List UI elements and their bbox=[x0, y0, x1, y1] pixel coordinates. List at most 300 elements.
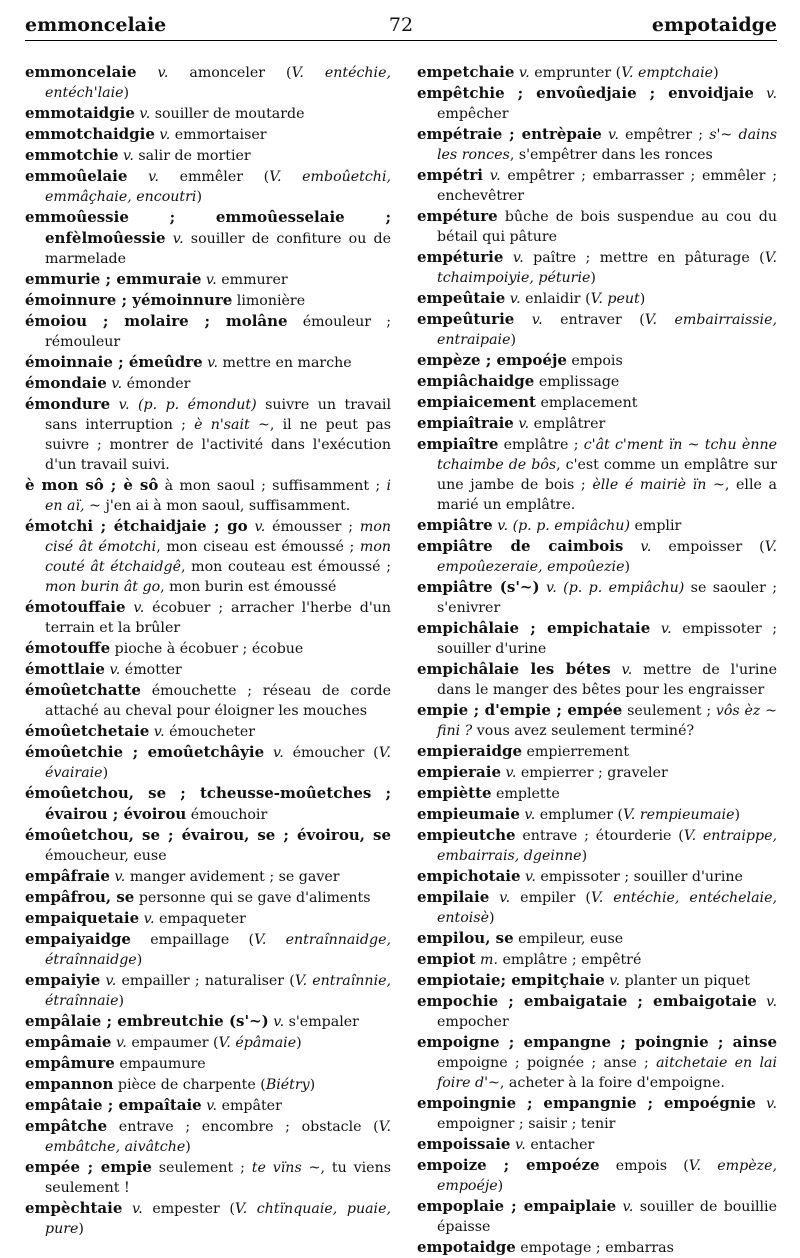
headword: empèchtaie bbox=[25, 1199, 123, 1217]
definition-text: planter un piquet bbox=[620, 973, 750, 989]
headword: emmoûessie ; emmoûesselaie ; enfèlmoûessie bbox=[25, 208, 391, 247]
definition-text: ) bbox=[734, 807, 741, 823]
dictionary-entry bbox=[417, 762, 777, 783]
definition-text: emplette bbox=[491, 786, 560, 802]
italic-text: v. bbox=[264, 745, 284, 761]
headword: émotouffe bbox=[25, 639, 111, 657]
definition-text: ) bbox=[309, 1077, 316, 1093]
definition-text: ) bbox=[581, 848, 588, 864]
headword: empannon bbox=[25, 1075, 114, 1093]
dictionary-entry bbox=[417, 350, 777, 371]
headword: empoingnie ; empangnie ; empoégnie bbox=[417, 1094, 756, 1112]
dictionary-entry bbox=[417, 206, 777, 247]
definition-text: ) bbox=[489, 910, 495, 926]
dictionary-entry bbox=[25, 638, 391, 659]
definition-text: empaumer ( bbox=[126, 1035, 219, 1051]
italic-text: V. chtïnquaie, puaie, pure bbox=[45, 1201, 391, 1237]
italic-text: aitchetaie en lai foire d'~ bbox=[437, 1055, 777, 1091]
headword: emmoncelaie bbox=[25, 63, 137, 81]
page-header bbox=[25, 10, 777, 41]
headword: émoûetchou, se ; évairou, se ; évoirou, se bbox=[25, 826, 391, 844]
definition-text: empaumure bbox=[114, 1056, 206, 1072]
definition-text: souiller de bouillie épaisse bbox=[437, 1199, 777, 1235]
dictionary-entry bbox=[25, 1116, 391, 1157]
headword: émondure bbox=[25, 395, 111, 413]
dictionary-entry bbox=[417, 866, 777, 887]
definition-text: bûche de bois suspendue au cou du bétail qui pâture bbox=[437, 209, 777, 245]
dictionary-entry bbox=[417, 536, 777, 577]
page-number: 72 bbox=[388, 14, 414, 36]
italic-text: v. bbox=[610, 662, 633, 678]
dictionary-entry bbox=[417, 1237, 777, 1258]
headword: empâfraie bbox=[25, 867, 110, 885]
headword: emmoûelaie bbox=[25, 167, 128, 185]
dictionary-entry bbox=[25, 1074, 391, 1095]
italic-text: v. bbox=[482, 168, 501, 184]
italic-text: v. bbox=[616, 1199, 634, 1215]
italic-text: v. bbox=[514, 65, 530, 81]
headword: empoissaie bbox=[417, 1135, 511, 1153]
definition-text: empois bbox=[566, 353, 623, 369]
headword: empâtche bbox=[25, 1117, 108, 1135]
definition-text: ) bbox=[590, 270, 596, 286]
definition-text: empierrement bbox=[522, 744, 630, 760]
dictionary-entry bbox=[25, 597, 391, 638]
definition-text: empêtrer ; bbox=[618, 127, 710, 143]
dictionary-entry bbox=[25, 929, 391, 970]
headword: empiaîtraie bbox=[417, 414, 514, 432]
definition-text: emplâtre ; empêtré bbox=[498, 952, 642, 968]
definition-text: seulement ; bbox=[622, 703, 716, 719]
italic-text: V. tchaimpoiyie, péturie bbox=[437, 250, 777, 286]
italic-text: Biétry bbox=[265, 1077, 310, 1093]
italic-text: v. bbox=[268, 1014, 285, 1030]
dictionary-entry bbox=[417, 1134, 777, 1155]
dictionary-entry bbox=[417, 887, 777, 928]
headword: empiaître bbox=[417, 435, 499, 453]
header-last-entry: empotaidge bbox=[651, 14, 777, 36]
dictionary-entry bbox=[25, 659, 391, 680]
dictionary-entry bbox=[25, 124, 391, 145]
definition-text: paître ; mettre en pâturage ( bbox=[523, 250, 765, 266]
italic-text: v. bbox=[201, 1098, 218, 1114]
italic-text: v. bbox=[247, 519, 266, 535]
dictionary-entry bbox=[25, 373, 391, 394]
dictionary-entry bbox=[25, 290, 391, 311]
definition-text: emplir bbox=[629, 518, 682, 534]
dictionary-entry bbox=[417, 247, 777, 288]
dictionary-entry bbox=[25, 1095, 391, 1116]
headword: empiâchaidge bbox=[417, 372, 535, 390]
italic-text: v. bbox=[520, 869, 536, 885]
italic-text: V. entéchie, entéchelaie, entoisè bbox=[437, 890, 777, 926]
italic-text: v. bbox=[136, 65, 169, 81]
headword: empotaidge bbox=[417, 1238, 516, 1256]
headword: empiètte bbox=[417, 784, 492, 802]
definition-text: , elle a marié un emplâtre. bbox=[437, 477, 777, 513]
italic-text: v. bbox=[154, 127, 171, 143]
definition-text: empoigner ; saisir ; tenir bbox=[437, 1116, 616, 1132]
definition-text: enlaidir ( bbox=[520, 291, 591, 307]
definition-text: empois ( bbox=[599, 1158, 689, 1174]
italic-text: v. bbox=[753, 86, 777, 102]
definition-text: souiller de moutarde bbox=[150, 106, 305, 122]
dictionary-entry bbox=[25, 103, 391, 124]
italic-text: V. emboûetchi, emmâçhaie, encoutri bbox=[45, 169, 391, 205]
definition-text: écobuer ; arracher l'herbe d'un terrain et la brûler bbox=[45, 600, 391, 636]
italic-text: V. évairaie bbox=[45, 745, 391, 781]
dictionary-entry bbox=[417, 949, 777, 970]
italic-text: v. (p. p. émondut) bbox=[110, 397, 257, 413]
headword: émoûetchie ; emoûetchâyie bbox=[25, 743, 265, 761]
headword: empieutche bbox=[417, 826, 516, 844]
italic-text: V. épâmaie bbox=[218, 1035, 297, 1051]
headword: émoinnaie ; émeûdre bbox=[25, 353, 203, 371]
definition-text: empotage ; embarras bbox=[515, 1240, 674, 1256]
italic-text: èlle é mairiè ïn ~ bbox=[592, 477, 725, 493]
italic-text: v. bbox=[109, 869, 126, 885]
definition-text: empâter bbox=[217, 1098, 282, 1114]
dictionary-entry bbox=[25, 783, 391, 825]
definition-text: ) bbox=[136, 952, 143, 968]
headword: empie ; d'empie ; empée bbox=[417, 701, 623, 719]
definition-text: mettre de l'urine dans le manger des bêtes pour les engraisser bbox=[437, 662, 777, 698]
dictionary-entry bbox=[25, 1053, 391, 1074]
right-column bbox=[417, 62, 778, 1256]
definition-text: salir de mortier bbox=[133, 148, 251, 164]
italic-text: v. bbox=[111, 1035, 127, 1051]
italic-text: v. bbox=[514, 312, 543, 328]
definition-text: empester ( bbox=[142, 1201, 235, 1217]
italic-text: v. (p. p. empiâchu) bbox=[492, 518, 630, 534]
dictionary-entry bbox=[417, 783, 777, 804]
dictionary-entry bbox=[25, 62, 391, 103]
headword: émotchi ; étchaidjaie ; go bbox=[25, 517, 248, 535]
headword: émotouffaie bbox=[25, 598, 126, 616]
definition-text: emmurer bbox=[216, 272, 288, 288]
italic-text: te vïns ~ bbox=[251, 1160, 321, 1176]
headword: empéture bbox=[417, 207, 498, 225]
dictionary-entry bbox=[417, 83, 777, 124]
dictionary-entry bbox=[417, 825, 777, 866]
definition-text: vous avez seulement terminé? bbox=[472, 723, 695, 739]
headword: empiaicement bbox=[417, 393, 536, 411]
headword: empieraidge bbox=[417, 742, 522, 760]
dictionary-entry bbox=[25, 1198, 391, 1239]
italic-text: v. bbox=[755, 1096, 777, 1112]
dictionary-entry bbox=[417, 741, 777, 762]
dictionary-entry bbox=[417, 1032, 777, 1093]
definition-text: , c'est comme un emplâtre sur une jambe de bois ; bbox=[437, 457, 777, 493]
definition-text: ) bbox=[639, 291, 646, 307]
definition-text: à mon saoul ; suffisamment ; bbox=[158, 478, 387, 494]
italic-text: V. entraînnaidge, étraînnaidge bbox=[45, 932, 391, 968]
definition-text: , mon ciseau est émoussé ; bbox=[156, 539, 360, 555]
definition-text: , acheter à la foire d'empoigne. bbox=[499, 1075, 725, 1091]
italic-text: v. bbox=[118, 148, 134, 164]
italic-text: V. embairraissie, entraipaie bbox=[437, 312, 777, 348]
headword: émondaie bbox=[25, 374, 107, 392]
definition-text: , tu viens seulement ! bbox=[45, 1160, 391, 1196]
italic-text: v. bbox=[201, 272, 217, 288]
headword: empiot bbox=[417, 950, 476, 968]
definition-text: ) bbox=[510, 332, 517, 348]
dictionary-entry bbox=[417, 1155, 777, 1196]
definition-text: empierrer ; graveler bbox=[516, 765, 668, 781]
headword: émoûetchatte bbox=[25, 681, 141, 699]
headword: empilaie bbox=[417, 888, 490, 906]
dictionary-entry bbox=[417, 392, 777, 413]
definition-text: manger avidement ; se gaver bbox=[125, 869, 340, 885]
definition-text: ) bbox=[713, 65, 719, 81]
headword: empichâlaie ; empichataie bbox=[417, 619, 651, 637]
definition-text: entrave ; étourderie ( bbox=[515, 828, 684, 844]
headword: empeûturie bbox=[417, 310, 515, 328]
italic-text: mon cisé ât émotchi bbox=[45, 519, 391, 555]
definition-text: mettre en marche bbox=[218, 355, 352, 371]
definition-text: entacher bbox=[525, 1137, 595, 1153]
dictionary-entry bbox=[417, 309, 777, 350]
italic-text: v. bbox=[513, 416, 530, 432]
italic-text: V. emptchaie bbox=[621, 65, 714, 81]
dictionary-entry bbox=[25, 145, 391, 166]
headword: empoize ; empoéze bbox=[417, 1156, 600, 1174]
italic-text: v. bbox=[503, 250, 524, 266]
headword: empilou, se bbox=[417, 929, 514, 947]
headword: empâfrou, se bbox=[25, 888, 135, 906]
headword: è mon sô ; è sô bbox=[25, 476, 159, 494]
definition-text: empoigne ; poignée ; anse ; bbox=[437, 1055, 657, 1071]
dictionary-entry bbox=[25, 908, 391, 929]
definition-text: limonière bbox=[232, 293, 306, 309]
italic-text: v. bbox=[106, 376, 123, 392]
headword: emmotchaidgie bbox=[25, 125, 155, 143]
dictionary-entry bbox=[25, 475, 391, 516]
definition-text: emplâtrer bbox=[529, 416, 606, 432]
italic-text: v. (p. p. empiâchu) bbox=[539, 580, 685, 596]
headword: empoigne ; empangne ; poingnie ; ainse bbox=[417, 1033, 777, 1051]
italic-text: V. entraînnie, étraînnaie bbox=[45, 973, 392, 1009]
headword: empâmaie bbox=[25, 1033, 112, 1051]
definition-text: pièce de charpente ( bbox=[113, 1077, 266, 1093]
dictionary-entry bbox=[417, 1093, 777, 1134]
definition-text: emmortaiser bbox=[170, 127, 267, 143]
definition-text: personne qui se gave d'aliments bbox=[134, 890, 371, 906]
definition-text: émouleur ; rémouleur bbox=[45, 314, 391, 350]
italic-text: v. bbox=[202, 355, 219, 371]
definition-text: suivre un travail sans interruption ; bbox=[45, 397, 391, 433]
headword: émoûetchou, se ; tcheusse-moûetches ; évairou ; évoirou bbox=[25, 784, 391, 823]
definition-text: empêcher bbox=[437, 106, 509, 122]
definition-text: emplâtre ; bbox=[498, 437, 584, 453]
italic-text: v. bbox=[149, 724, 165, 740]
definition-text: emprunter ( bbox=[529, 65, 622, 81]
dictionary-entry bbox=[417, 288, 777, 309]
italic-text: v. bbox=[104, 662, 121, 678]
dictionary-entry bbox=[417, 165, 777, 206]
italic-text: v. bbox=[650, 621, 672, 637]
headword: empétri bbox=[417, 166, 483, 184]
dictionary-entry bbox=[417, 804, 777, 825]
headword: empêtchie ; envoûedjaie ; envoidjaie bbox=[417, 84, 754, 102]
dictionary-entry bbox=[25, 352, 391, 373]
definition-text: empissoter ; souiller d'urine bbox=[437, 621, 777, 657]
dictionary-entry bbox=[25, 311, 391, 352]
definition-text: émotter bbox=[120, 662, 182, 678]
definition-text: empileur, euse bbox=[513, 931, 624, 947]
definition-text: j'en ai à mon saoul, suffisamment. bbox=[100, 498, 351, 514]
dictionary-entry bbox=[25, 516, 391, 597]
dictionary-entry bbox=[25, 866, 391, 887]
italic-text: vôs èz ~ fini ? bbox=[437, 703, 778, 739]
italic-text: i en aï, ~ bbox=[45, 478, 392, 514]
dictionary-entry bbox=[417, 970, 777, 991]
definition-text: empiler ( bbox=[510, 890, 591, 906]
dictionary-entry bbox=[417, 1196, 777, 1237]
definition-text: ) bbox=[118, 993, 125, 1009]
definition-text: émonder bbox=[122, 376, 191, 392]
headword: émoiou ; molaire ; molâne bbox=[25, 312, 288, 330]
dictionary-entry bbox=[25, 887, 391, 908]
dictionary-entry bbox=[25, 1157, 391, 1198]
dictionary-entry bbox=[417, 434, 777, 515]
headword: empoplaie ; empaiplaie bbox=[417, 1197, 617, 1215]
italic-text: v. bbox=[623, 539, 652, 555]
headword: empeûtaie bbox=[417, 289, 506, 307]
definition-text: ) bbox=[497, 1178, 504, 1194]
italic-text: V. empèze, empoéje bbox=[437, 1158, 777, 1194]
italic-text: v. bbox=[165, 231, 184, 247]
definition-text: empaillage ( bbox=[130, 932, 255, 948]
definition-text: émouchoir bbox=[186, 807, 268, 823]
left-column bbox=[25, 62, 391, 1242]
dictionary-entry bbox=[417, 515, 777, 536]
italic-text: v. bbox=[100, 973, 117, 989]
italic-text: v. bbox=[139, 911, 155, 927]
headword: empochie ; embaigataie ; embaigotaie bbox=[417, 992, 757, 1010]
definition-text: émousser ; bbox=[265, 519, 360, 535]
italic-text: v. bbox=[501, 765, 517, 781]
definition-text: ) bbox=[196, 189, 202, 205]
definition-text: emplissage bbox=[534, 374, 620, 390]
headword: empieumaie bbox=[417, 805, 520, 823]
headword: émoinnure ; yémoinnure bbox=[25, 291, 233, 309]
italic-text: V. empoûezeraie, empoûezie bbox=[437, 539, 777, 575]
dictionary-entry bbox=[417, 413, 777, 434]
definition-text: entrave ; encombre ; obstacle ( bbox=[107, 1119, 379, 1135]
header-first-entry: emmoncelaie bbox=[25, 14, 167, 36]
headword: empéturie bbox=[417, 248, 504, 266]
italic-text: V. rempieumaie bbox=[623, 807, 735, 823]
italic-text: V. entraippe, embairrais, dgeinne bbox=[437, 828, 777, 864]
definition-text: émoucheter bbox=[164, 724, 256, 740]
dictionary-entry bbox=[25, 166, 391, 207]
definition-text: ) bbox=[102, 765, 109, 781]
dictionary-entry bbox=[417, 577, 777, 618]
italic-text: c'ât c'ment ïn ~ tchu ènne tchaimbe de bôs bbox=[437, 437, 778, 473]
definition-text: empêtrer ; embarrasser ; emmêler ; enchevêtrer bbox=[437, 168, 777, 204]
italic-text: V. entéchie, entéch'laie bbox=[45, 65, 391, 101]
definition-text: ) bbox=[624, 559, 631, 575]
definition-text: pioche à écobuer ; écobue bbox=[110, 641, 304, 657]
italic-text: v. bbox=[604, 973, 621, 989]
definition-text: ) bbox=[78, 1221, 84, 1237]
italic-text: v. bbox=[519, 807, 536, 823]
headword: empèze ; empoéje bbox=[417, 351, 567, 369]
dictionary-entry bbox=[417, 124, 777, 165]
headword: émoûetchetaie bbox=[25, 722, 150, 740]
definition-text: emplumer ( bbox=[535, 807, 624, 823]
definition-text: empissoter ; souiller d'urine bbox=[535, 869, 743, 885]
definition-text: , mon couteau est émoussé ; bbox=[180, 559, 391, 575]
headword: émottlaie bbox=[25, 660, 105, 678]
headword: emmotchie bbox=[25, 146, 119, 164]
definition-text: amonceler ( bbox=[168, 65, 292, 81]
italic-text: v. bbox=[122, 1201, 143, 1217]
definition-text: empoisser ( bbox=[651, 539, 765, 555]
italic-text: V. peut bbox=[590, 291, 640, 307]
headword: empaiyaidge bbox=[25, 930, 131, 948]
dictionary-entry bbox=[417, 700, 777, 741]
headword: empieraie bbox=[417, 763, 502, 781]
italic-text: v. bbox=[510, 1137, 526, 1153]
headword: empée ; empie bbox=[25, 1158, 152, 1176]
italic-text: v. bbox=[489, 890, 511, 906]
headword: empétraie ; entrèpaie bbox=[417, 125, 602, 143]
headword: empâmure bbox=[25, 1054, 115, 1072]
dictionary-entry bbox=[25, 970, 391, 1011]
definition-text: s'empaler bbox=[284, 1014, 359, 1030]
dictionary-entry bbox=[417, 371, 777, 392]
headword: empiâtre de caimbois bbox=[417, 537, 624, 555]
dictionary-entry bbox=[25, 680, 391, 721]
definition-text: empaqueter bbox=[154, 911, 246, 927]
italic-text: v. bbox=[505, 291, 521, 307]
headword: empâlaie ; embreutchie (s'~) bbox=[25, 1012, 269, 1030]
italic-text: v. bbox=[756, 994, 777, 1010]
dictionary-entry bbox=[25, 1032, 391, 1053]
headword: emmotaidgie bbox=[25, 104, 135, 122]
dictionary-entry bbox=[25, 207, 391, 269]
dictionary-entry bbox=[25, 1011, 391, 1032]
dictionary-entry bbox=[417, 928, 777, 949]
definition-text: souiller de confiture ou de marmelade bbox=[45, 231, 391, 267]
definition-text: emmêler ( bbox=[158, 169, 270, 185]
definition-text: , il ne peut pas suivre ; montrer de l'activité dans l'exécution d'un travail suivi. bbox=[45, 417, 391, 473]
definition-text: emplacement bbox=[535, 395, 638, 411]
definition-text: émouchette ; réseau de corde attaché au cheval pour éloigner les mouches bbox=[45, 683, 391, 719]
definition-text: empailler ; naturaliser ( bbox=[116, 973, 295, 989]
dictionary-entry bbox=[25, 269, 391, 290]
dictionary-entry bbox=[25, 742, 391, 783]
headword: empaiquetaie bbox=[25, 909, 140, 927]
dictionary-entry bbox=[417, 62, 777, 83]
italic-text: v. bbox=[134, 106, 151, 122]
italic-text: mon couté ât étchaidgê bbox=[45, 539, 391, 575]
italic-text: V. embâtche, aivâtche bbox=[45, 1119, 391, 1155]
dictionary-entry bbox=[25, 825, 391, 866]
dictionary-entry bbox=[25, 721, 391, 742]
headword: empichotaie bbox=[417, 867, 521, 885]
headword: empâtaie ; empaîtaie bbox=[25, 1096, 202, 1114]
definition-text: ) bbox=[123, 85, 130, 101]
headword: empiâtre bbox=[417, 516, 493, 534]
definition-text: , s'empêtrer dans les ronces bbox=[509, 147, 713, 163]
dictionary-entry bbox=[417, 991, 777, 1032]
italic-text: s'~ dains les ronces bbox=[437, 127, 777, 163]
italic-text: v. bbox=[601, 127, 619, 143]
dictionary-entry bbox=[25, 394, 391, 475]
